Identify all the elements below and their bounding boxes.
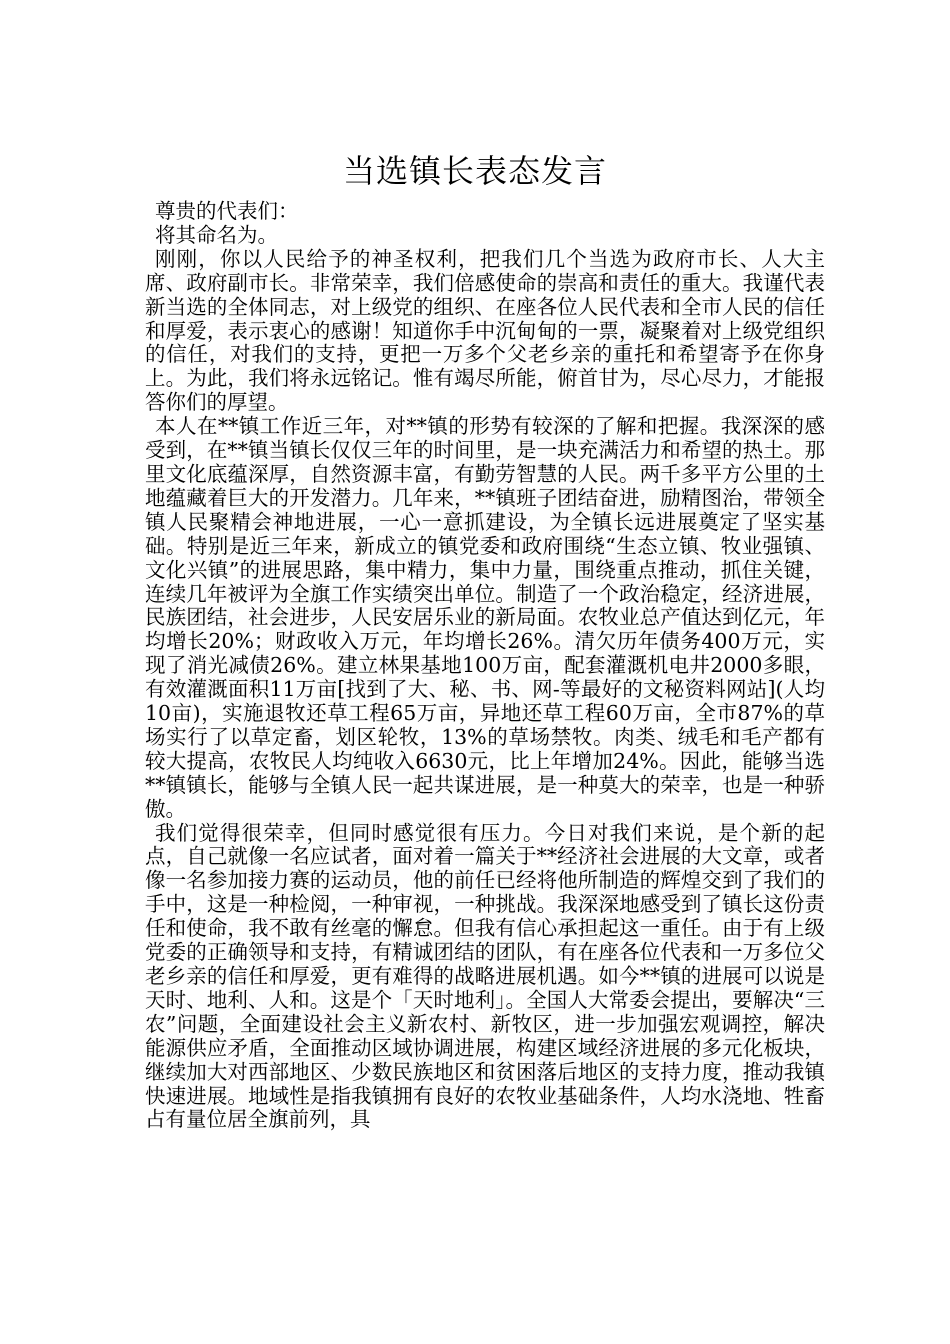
paragraph-pressure: 我们觉得很荣幸，但同时感觉很有压力。今日对我们来说，是个新的起点，自己就像一名应试者，面对着一篇关于**经济社会进展的大文章，或者像一名参加接力赛的运动员，他的前任已经将他所制造的辉煌交到了我们的手中，这是一种检阅，一种审视，一种挑战。我深深地感受到了镇长这份责任和使命，我不敢有丝毫的懈怠。但我有信心承担起这一重任。由于有上级党委的正确领导和支持，有精诚团结的团队，有在座各位代表和一万多位父老乡亲的信任和厚爱，更有难得的战略进展机遇。如今**镇的进展可以说是天时、地利、人和。这是个「天时地利」。全国人大常委会提出，要解决“三农”问题，全面建设社会主义新农村、新牧区，进一步加强宏观调控，解决能源供应矛盾，全面推动区域协调进展，构建区域经济进展的多元化板块，继续加大对西部地区、少数民族地区和贫困落后地区的支持力度，推动我镇快速进展。地域性是指我镇拥有良好的农牧业基础条件，人均水浇地、牲畜占有量位居全旗前列，具: [145, 820, 825, 1132]
document-title: 当选镇长表态发言: [342, 152, 607, 191]
document-body: [145, 200, 825, 1132]
paragraph-naming: 将其命名为。: [155, 222, 278, 247]
paragraph-achievements: 本人在**镇工作近三年，对**镇的形势有较深的了解和把握。我深深的感受到，在**镇当镇长仅仅三年的时间里，是一块充满活力和希望的热土。那里文化底蕴深厚，自然资源丰富，有勤劳智慧的人民。两千多平方公里的土地蕴藏着巨大的开发潜力。几年来，**镇班子团结奋进，励精图治，带领全镇人民聚精会神地进展，一心一意抓建设，为全镇长远进展奠定了坚实基础。特别是近三年来，新成立的镇党委和政府围绕“生态立镇、牧业强镇、文化兴镇”的进展思路，集中精力，集中力量，围绕重点推动，抓住关键，连续几年被评为全旗工作实绩突出单位。制造了一个政治稳定，经济进展，民族团结，社会进步，人民安居乐业的新局面。农牧业总产值达到亿元，年均增长20%；财政收入万元，年均增长26%。清欠历年债务400万元，实现了消光减债26%。建立林果基地100万亩，配套灌溉机电井2000多眼，有效灌溉面积11万亩[找到了大、秘、书、网-等最好的文秘资料网站](人均10亩)，实施退牧还草工程65万亩，异地还草工程60万亩，全市87%的草场实行了以草定畜，划区轮牧，13%的草场禁牧。肉类、绒毛和毛产都有较大提高，农牧民人均纯收入6630元，比上年增加24%。因此，能够当选**镇镇长，能够与全镇人民一起共谋进展，是一种莫大的荣幸，也是一种骄傲。: [145, 414, 825, 821]
salutation: 尊贵的代表们：: [155, 199, 299, 223]
paragraph-thanks: 刚刚，你以人民给予的神圣权利，把我们几个当选为政府市长、人大主席、政府副市长。非常荣幸，我们倍感使命的崇高和责任的重大。我谨代表新当选的全体同志，对上级党的组织、在座各位人民代表和全市人民的信任和厚爱，表示衷心的感谢！知道你手中沉甸甸的一票，凝聚着对上级党组织的信任，对我们的支持，更把一万多个父老乡亲的重托和希望寄予在你身上。为此，我们将永远铭记。惟有竭尽所能，俯首甘为，尽心尽力，才能报答你们的厚望。: [145, 246, 825, 415]
